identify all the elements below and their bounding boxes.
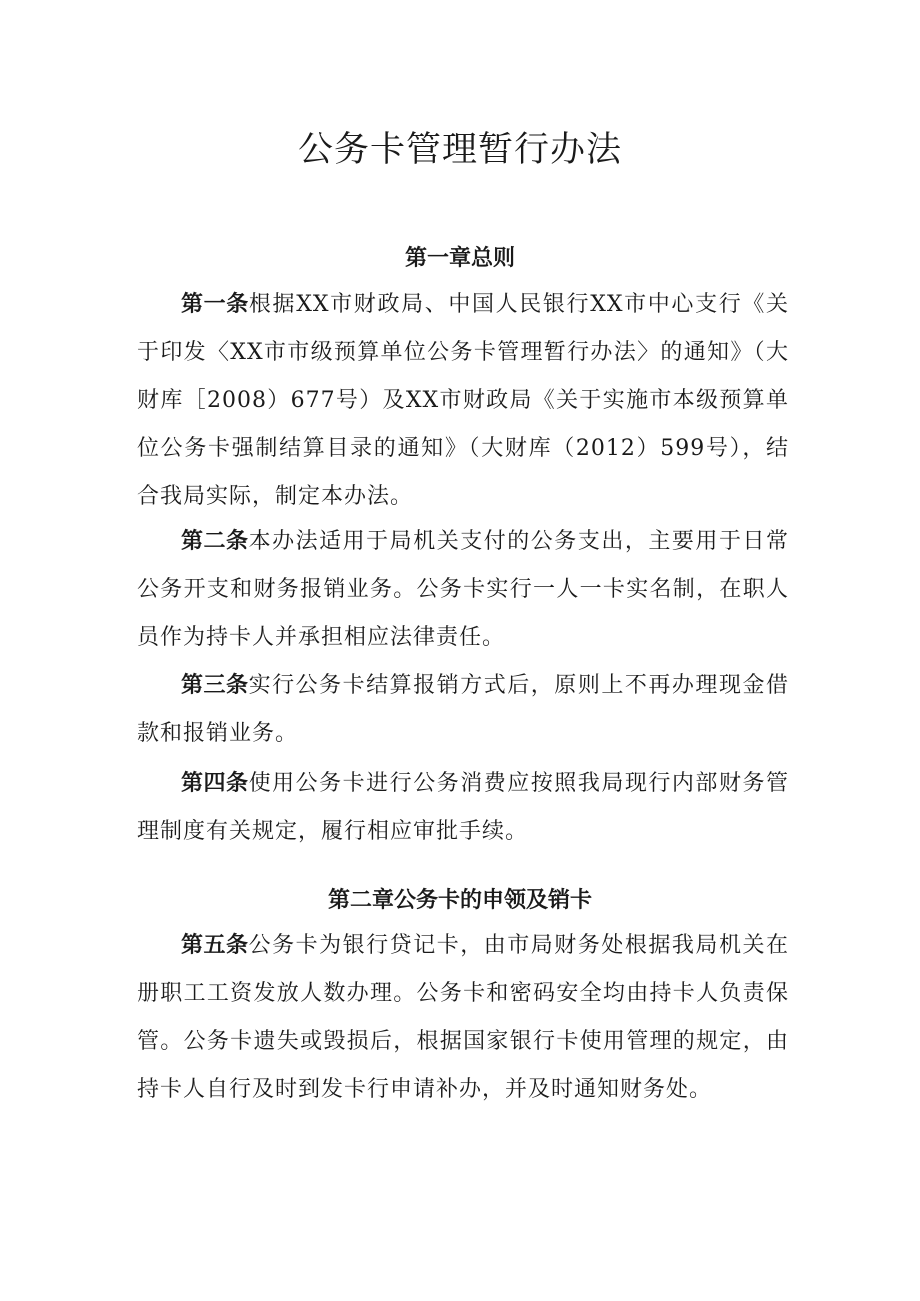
document-title: 公务卡管理暂行办法 xyxy=(297,130,622,170)
article-paragraph xyxy=(137,518,789,662)
article-paragraph xyxy=(137,662,789,758)
article-text: 使用公务卡进行公务消费应按照我局现行内部财务管理制度有关规定，履行相应审批手续。 xyxy=(137,771,789,844)
article-text: 公务卡为银行贷记卡，由市局财务处根据我局机关在册职工工资发放人数办理。公务卡和密码安全均由持卡人负责保管。公务卡遗失或毁损后，根据国家银行卡使用管理的规定，由持卡人自行及时到发卡行申请补办，并及时通知财务处。 xyxy=(137,933,789,1102)
article-label: 第三条 xyxy=(181,673,249,698)
article-text: 根据XX市财政局、中国人民银行XX市中心支行《关于印发〈XX市市级预算单位公务卡管理暂行办法〉的通知》（大财库［2008）677号）及XX市财政局《关于实施市本级预算单位公务卡强制结算目录的通知》（大财库（2012）599号），结合我局实际，制定本办法。 xyxy=(137,292,789,509)
article-label: 第二条 xyxy=(181,529,249,554)
article-text: 本办法适用于局机关支付的公务支出，主要用于日常公务开支和财务报销业务。公务卡实行一人一卡实名制，在职人员作为持卡人并承担相应法律责任。 xyxy=(137,529,789,650)
article-label: 第四条 xyxy=(181,771,249,796)
article-paragraph xyxy=(137,922,789,1114)
article-label: 第一条 xyxy=(181,292,249,317)
chapter-heading: 第二章公务卡的申领及销卡 xyxy=(327,888,592,913)
article-paragraph xyxy=(137,760,789,856)
article-label: 第五条 xyxy=(181,933,249,958)
chapter-heading: 第一章总则 xyxy=(404,246,515,271)
article-paragraph xyxy=(137,281,789,521)
article-text: 实行公务卡结算报销方式后，原则上不再办理现金借款和报销业务。 xyxy=(137,673,789,746)
